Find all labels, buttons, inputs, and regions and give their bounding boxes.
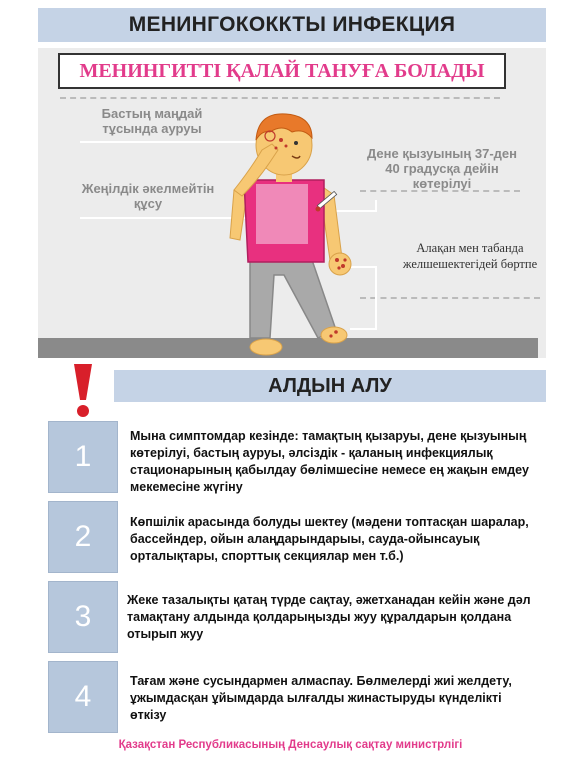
footer-ministry: Қазақстан Республикасының Денсаулық сақтау министрлігі <box>118 739 463 751</box>
label-vomiting: Жеңілдік әкелмейтін құсу <box>81 181 215 211</box>
label-headache: Бастың маңдай тұсында ауруы <box>101 106 203 136</box>
label-rash: Алақан мен табанда желшешектегідей бөртпе <box>402 241 538 271</box>
prevention-title: АЛДЫН АЛУ <box>114 370 546 402</box>
sick-person-illustration <box>200 110 370 360</box>
step-text-3: Жеке тазалықты қатаң түрде сақтау, әжетханадан кейін және дәл тамақтану алдында қолдарыңызды жуу құралдарын қолдана отырып жуу <box>127 593 531 641</box>
step-text-4: Тағам және сусындармен алмаспау. Бөлмелерді жиі желдету, ұжымдасқан ұйымдарда ылғалды жинастыруды күнделікті өткізу <box>130 674 512 722</box>
step-number-4: 4 <box>48 661 118 733</box>
label-fever: Дене қызуының 37-ден 40 градусқа дейін көтерілуі <box>367 146 517 191</box>
step-number-3: 3 <box>48 581 118 653</box>
page-title: МЕНИНГОКОККТЫ ИНФЕКЦИЯ <box>38 8 546 42</box>
callout-line-fever-v <box>375 200 377 212</box>
divider-dashed <box>360 297 540 299</box>
step-text-2: Көпшілік арасында болуды шектеу (мәдени топтасқан шаралар, бассейндер, ойын алаңдарындарыы, сауда-ойынсауық орталықтары, спорттық секциялар мен т.б.) <box>130 515 529 563</box>
step-number-2: 2 <box>48 501 118 573</box>
step-text-1: Мына симптомдар кезінде: тамақтың қызаруы, дене қызуының көтерілуі, бастың ауруы, әлсіздік - қаланың инфекциялық стационарының қабылдау бөлімшесіне немесе ең жақын емдеу мекемесіне жүгіну <box>130 429 529 494</box>
exclamation-icon <box>66 360 100 420</box>
callout-line-rash-v <box>375 266 377 328</box>
divider-dashed <box>60 97 500 99</box>
symptoms-subtitle: МЕНИНГИТТІ ҚАЛАЙ ТАНУҒА БОЛАДЫ <box>58 53 506 89</box>
step-number-1: 1 <box>48 421 118 493</box>
